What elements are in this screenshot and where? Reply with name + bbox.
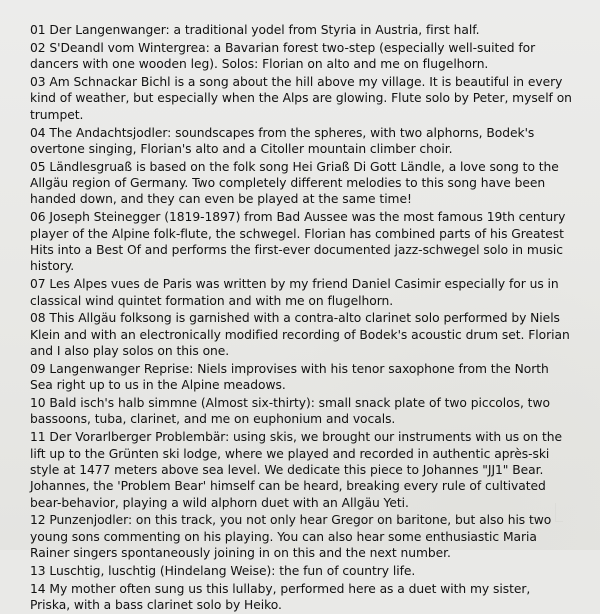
tracklist bbox=[30, 22, 574, 614]
track-entry: 02 S'Deandl vom Wintergrea: a Bavarian forest two-step (especially well-suited for dancers with one wooden leg). Solos: Florian on alto and me on flugelhorn. bbox=[30, 40, 536, 72]
track-entry: 03 Am Schnackar Bichl is a song about the hill above my village. It is beautiful in every kind of weather, but especially when the Alps are glowing. Flute solo by Peter, myself on trumpet. bbox=[30, 75, 572, 122]
track-entry: 04 The Andachtsjodler: soundscapes from the spheres, with two alphorns, Bodek's overtone singing, Florian's alto and a Citoller mountain climber choir. bbox=[30, 125, 535, 156]
track-entry: 10 Bald isch's halb simmne (Almost six-thirty): small snack plate of two piccolos, two bassoons, tuba, clarinet, and me on euphonium and vocals. bbox=[30, 396, 550, 427]
track-entry: 12 Punzenjodler: on this track, you not only hear Gregor on baritone, but also his two young sons commenting on his playing. You can also hear some enthusiastic Maria Rainer singers spontaneously joining in on this and the next number. bbox=[30, 513, 552, 561]
track-entry: 05 Ländlesgruaß is based on the folk song Hei Griaß Di Gott Ländle, a love song to the Allgäu region of Germany. Two completely different melodies to this song have been handed down, and they can even be played at the same time! bbox=[30, 159, 559, 207]
track-entry: 11 Der Vorarlberger Problembär: using skis, we brought our instruments with us on the lift up to the Grünten ski lodge, where we played and recorded in authentic après-ski style at 1477 meters above sea level. We dedicate this piece to Johannes "JJ1" Bear. Johannes, the 'Problem Bear' himself can be heard, breaking every rule of cultivated bear-behavior, playing a wild alphorn duet with an Allgäu Yeti. bbox=[30, 430, 563, 510]
track-entry: 01 Der Langenwanger: a traditional yodel from Styria in Austria, first half. bbox=[30, 23, 480, 37]
track-entry: 14 My mother often sung us this lullaby, performed here as a duet with my sister, Priska, with a bass clarinet solo by Heiko. bbox=[30, 581, 531, 613]
track-entry: 13 Luschtig, luschtig (Hindelang Weise): the fun of country life. bbox=[30, 564, 416, 578]
print-artifact-mark bbox=[555, 503, 563, 522]
track-entry: 09 Langenwanger Reprise: Niels improvises with his tenor saxophone from the North Sea right up to us in the Alpine meadows. bbox=[30, 361, 549, 393]
track-entry: 07 Les Alpes vues de Paris was written by my friend Daniel Casimir especially for us in classical wind quintet formation and with me on flugelhorn. bbox=[30, 277, 559, 308]
track-entry: 06 Joseph Steinegger (1819-1897) from Bad Aussee was the most famous 19th century player of the Alpine folk-flute, the schwegel. Florian has combined parts of his Greatest Hits into a Best Of and performs the first-ever documented jazz-schwegel solo in music history. bbox=[30, 210, 566, 274]
track-entry: 08 This Allgäu folksong is garnished with a contra-alto clarinet solo performed by Niels Klein and with an electronically modified recording of Bodek's acoustic drum set. Florian and I also play solos on this one. bbox=[30, 311, 570, 359]
